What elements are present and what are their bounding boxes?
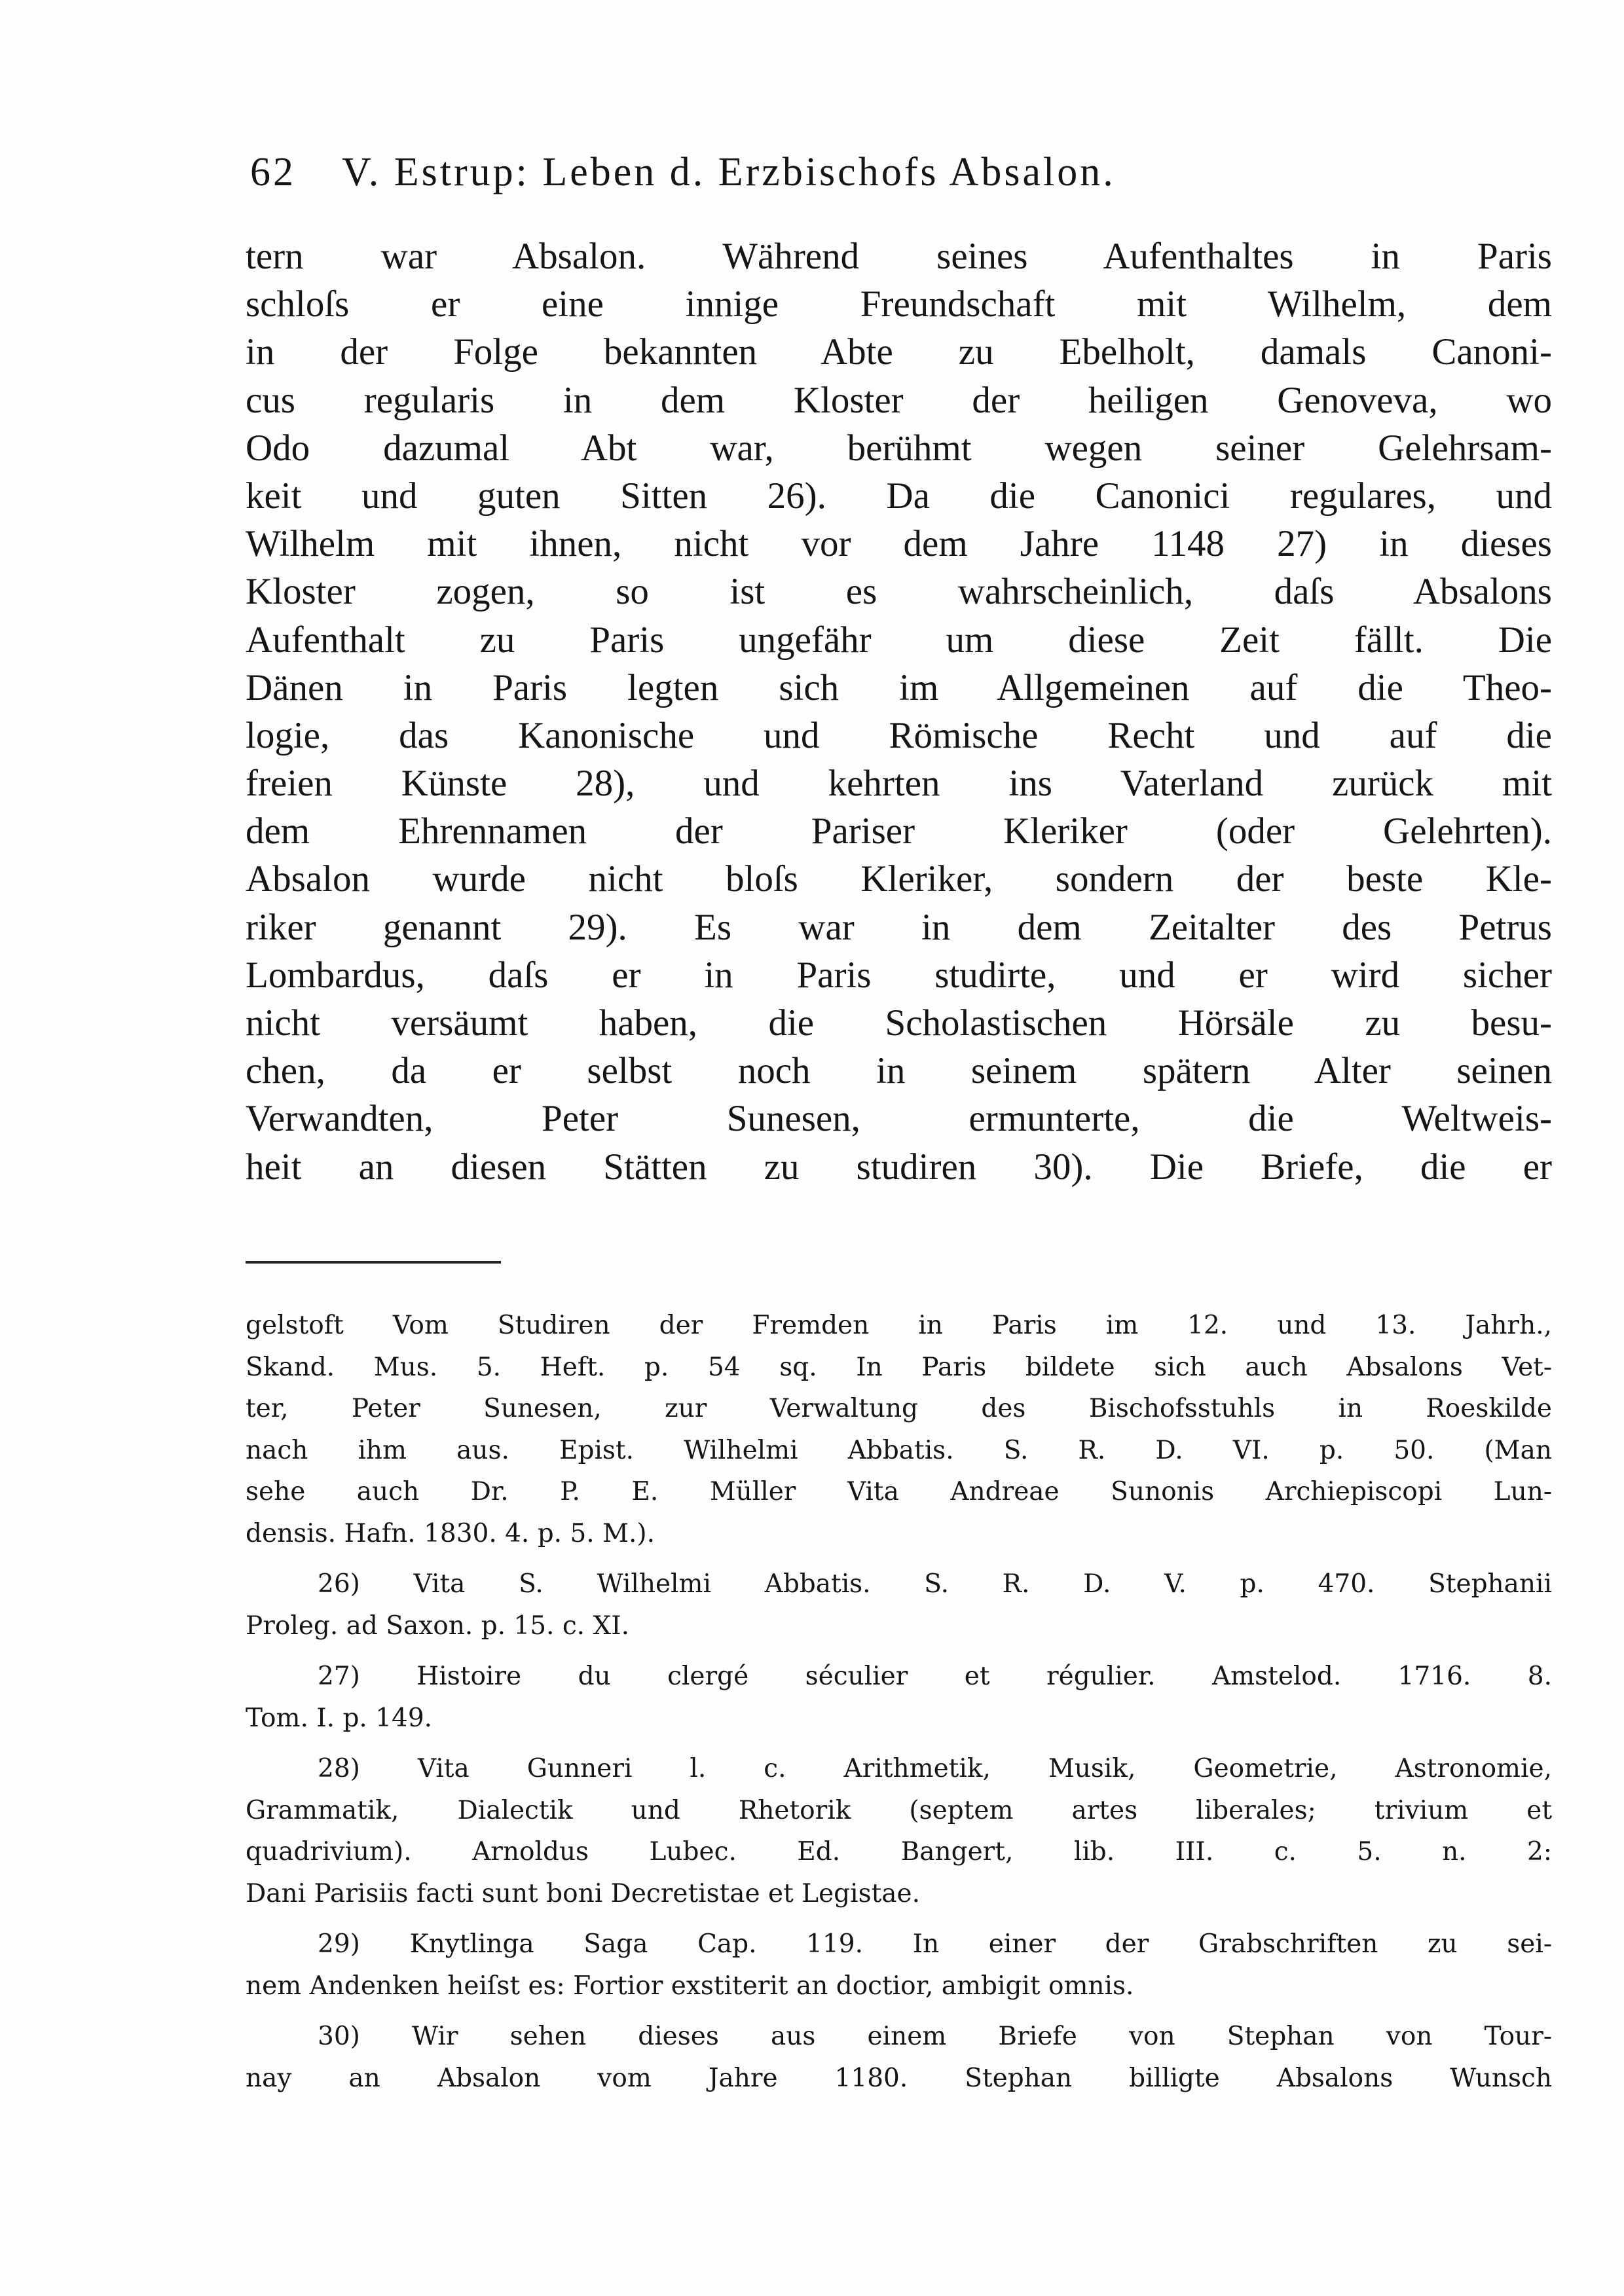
text-line: chen, da er selbst noch in seinem spätern Alter seinen <box>246 1050 1552 1092</box>
footnote-line: nay an Absalon vom Jahre 1180. Stephan billigte Absalons Wunsch <box>246 2063 1552 2093</box>
text-line: dem Ehrennamen der Pariser Kleriker (oder Gelehrten). <box>246 811 1552 852</box>
footnotes <box>246 1305 1552 2108</box>
footnote-28 <box>246 1748 1552 1914</box>
text-line: Absalon wurde nicht bloſs Kleriker, sondern der beste Kle- <box>246 858 1552 900</box>
text-line: freien Künste 28), und kehrten ins Vaterland zurück mit <box>246 763 1552 805</box>
running-header <box>250 149 1527 196</box>
text-line: riker genannt 29). Es war in dem Zeitalter des Petrus <box>246 906 1552 948</box>
footnote-line: quadrivium). Arnoldus Lubec. Ed. Bangert, lib. III. c. 5. n. 2: <box>246 1837 1552 1867</box>
text-line: Verwandten, Peter Sunesen, ermunterte, die Weltweis- <box>246 1098 1552 1140</box>
footnote-30 <box>246 2016 1552 2099</box>
footnote-line: ter, Peter Sunesen, zur Verwaltung des Bischofsstuhls in Roeskilde <box>246 1394 1552 1423</box>
footnote-rule <box>246 1261 501 1264</box>
text-line: schloſs er eine innige Freundschaft mit Wilhelm, dem <box>246 283 1552 325</box>
footnote-29 <box>246 1923 1552 2007</box>
text-line: logie, das Kanonische und Römische Recht und auf die <box>246 714 1552 756</box>
footnote-line: Tom. I. p. 149. <box>246 1703 433 1733</box>
text-line: Odo dazumal Abt war, berühmt wegen seiner Gelehrsam- <box>246 427 1552 469</box>
text-line: Wilhelm mit ihnen, nicht vor dem Jahre 1148 27) in dieses <box>246 523 1552 565</box>
footnote-line: 27) Histoire du clergé séculier et régulier. Amstelod. 1716. 8. <box>318 1662 1552 1691</box>
footnote-line: Skand. Mus. 5. Heft. p. 54 sq. In Paris bildete sich auch Absalons Vet- <box>246 1352 1552 1382</box>
footnote-line: 28) Vita Gunneri l. c. Arithmetik, Musik, Geometrie, Astronomie, <box>318 1754 1552 1783</box>
footnote-line: densis. Hafn. 1830. 4. p. 5. M.). <box>246 1518 655 1548</box>
footnote-line: gelstoft Vom Studiren der Fremden in Paris im 12. und 13. Jahrh., <box>246 1311 1552 1340</box>
text-line: tern war Absalon. Während seines Aufenthaltes in Paris <box>246 236 1552 277</box>
footnote-line: 30) Wir sehen dieses aus einem Briefe von Stephan von Tour- <box>318 2022 1552 2051</box>
footnote-line: Dani Parisiis facti sunt boni Decretistae et Legistae. <box>246 1878 921 1908</box>
text-line: Dänen in Paris legten sich im Allgemeinen auf die Theo- <box>246 666 1552 708</box>
footnote-line: Grammatik, Dialectik und Rhetorik (septem artes liberales; trivium et <box>246 1795 1552 1825</box>
text-line: cus regularis in dem Kloster der heiligen Genoveva, wo <box>246 379 1552 421</box>
text-line: Aufenthalt zu Paris ungefähr um diese Zeit fällt. Die <box>246 619 1552 661</box>
footnote-line: Proleg. ad Saxon. p. 15. c. XI. <box>246 1611 630 1641</box>
text-line: keit und guten Sitten 26). Da die Canonici regulares, und <box>246 475 1552 517</box>
main-text <box>246 232 1552 1191</box>
footnote-line: nach ihm aus. Epist. Wilhelmi Abbatis. S. R. D. VI. p. 50. (Man <box>246 1435 1552 1465</box>
footnote-line: 29) Knytlinga Saga Cap. 119. In einer der Grabschriften zu sei- <box>318 1929 1552 1959</box>
footnote-line: 26) Vita S. Wilhelmi Abbatis. S. R. D. V. p. 470. Stephanii <box>318 1569 1552 1599</box>
footnote-line: sehe auch Dr. P. E. Müller Vita Andreae Sunonis Archiepiscopi Lun- <box>246 1477 1552 1506</box>
text-line: Kloster zogen, so ist es wahrscheinlich, daſs Absalons <box>246 571 1552 613</box>
page-number: 62 <box>250 150 296 194</box>
text-line: Lombardus, daſs er in Paris studirte, und er wird sicher <box>246 954 1552 996</box>
footnote-26 <box>246 1563 1552 1647</box>
text-line: nicht versäumt haben, die Scholastischen Hörsäle zu besu- <box>246 1002 1552 1044</box>
text-line: heit an diesen Stätten zu studiren 30). Die Briefe, die er <box>246 1146 1552 1188</box>
footnote-line: nem Andenken heiſst es: Fortior exstiterit an doctior, ambigit omnis. <box>246 1971 1134 2001</box>
text-line: in der Folge bekannten Abte zu Ebelholt, damals Canoni- <box>246 331 1552 373</box>
footnote-continuation <box>246 1305 1552 1554</box>
footnote-27 <box>246 1656 1552 1739</box>
running-title: V. Estrup: Leben d. Erzbischofs Absalon. <box>342 150 1116 194</box>
